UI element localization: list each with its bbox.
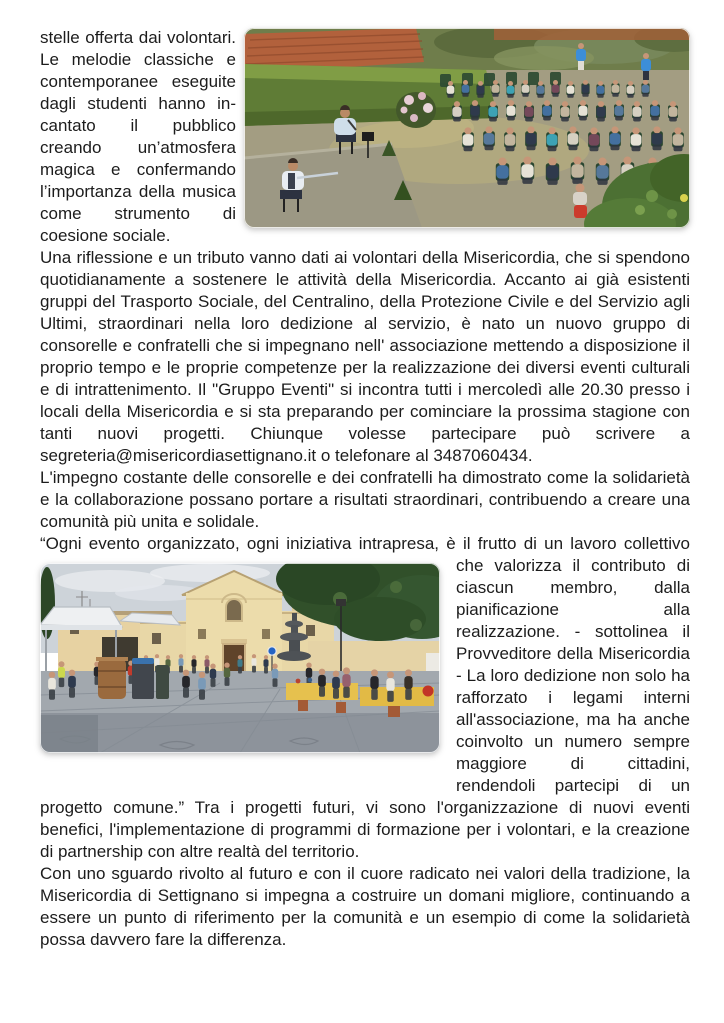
red-balloon [423,686,434,697]
market-photo-illustration [40,563,440,753]
market-photo [40,563,440,753]
hillside [494,28,690,40]
stall-barrel [96,657,128,699]
paragraph-1-text: stelle offerta dai volontari. Le melodie classiche e contemporanee eseguite dagli studenti hanno incantato il pubblico creando un’atmosfera magica e confermando l’importanza della musica come strumento di coesione sociale. [40,28,236,245]
paragraph-4-lead-text: “Ogni evento organizzato, ogni iniziativa intrapresa, è il frutto di un lavoro [40,534,617,553]
hi-vis-volunteer [58,661,65,687]
flower-arrangement [396,92,436,128]
concert-photo-illustration [244,28,690,228]
church-window [226,599,242,621]
paragraph-3-text: L'impegno costante delle consorelle e dei confratelli ha dimostrato come la solidarietà e la collaborazione possano portare a risultati straordinari, contribuendo a creare una comunità più unita e solidale. [40,468,690,531]
paragraph-5-text: Con uno sguardo rivolto al futuro e con il cuore radicato nei valori della tradizione, la Misericordia di Settignano si impegna a costruire un domani migliore, continuando a essere un punto di riferimento per la comunità e un esempio di come la solidarietà possa davvero fare la differenza. [40,864,690,949]
paragraph-2 [40,247,690,467]
paragraph-4-rest-text: collettivo che valorizza il contributo di ciascun membro, dalla pianificazione alla realizzazione. - sottolinea il Provveditore della Misericordia - La loro dedizione non solo ha rafforzato i legami interni all'associazione, ma ha anche coinvolto un numero sempre maggiore di cittadini, rendendoli partecipi di un progetto comune.” Tra i progetti futuri, vi sono l'organizzazione di nuovi eventi benefici, l'implementazione di programmi di formazione per i volontari, e la creazione di partnership con altre realtà del territorio. [40,534,690,861]
paragraph-5 [40,863,690,951]
concert-photo [244,28,690,228]
paragraph-3 [40,467,690,533]
paragraph-1 [40,27,690,247]
paragraph-4 [40,533,690,863]
paragraph-2-text: Una riflessione e un tributo vanno dati ai volontari della Misericordia, che si spendono quotidianamente a sostenere le attività della Misericordia. Accanto ai già esistenti gruppi del Trasporto Sociale, del Centralino, della Protezione Civile e del Servizio agli Ultimi, straordinari nella loro dedizione al servizio, è nato un nuovo gruppo di consorelle e confratelli che si impegnano nell' associazione mettendo a disposizione il proprio tempo e le proprie competenze per la realizzazione dei diversi eventi culturali e di intrattenimento. Il "Gruppo Eventi" si incontra tutti i mercoledì alle 20.30 presso i locali della Misericordia e si sta preparando per cominciare la prossima stagione con tanti nuovi progetti. Chiunque volesse partecipare può scrivere a segreteria@misericordiasettignano.it o telefonare al 3487060434. [40,248,690,465]
